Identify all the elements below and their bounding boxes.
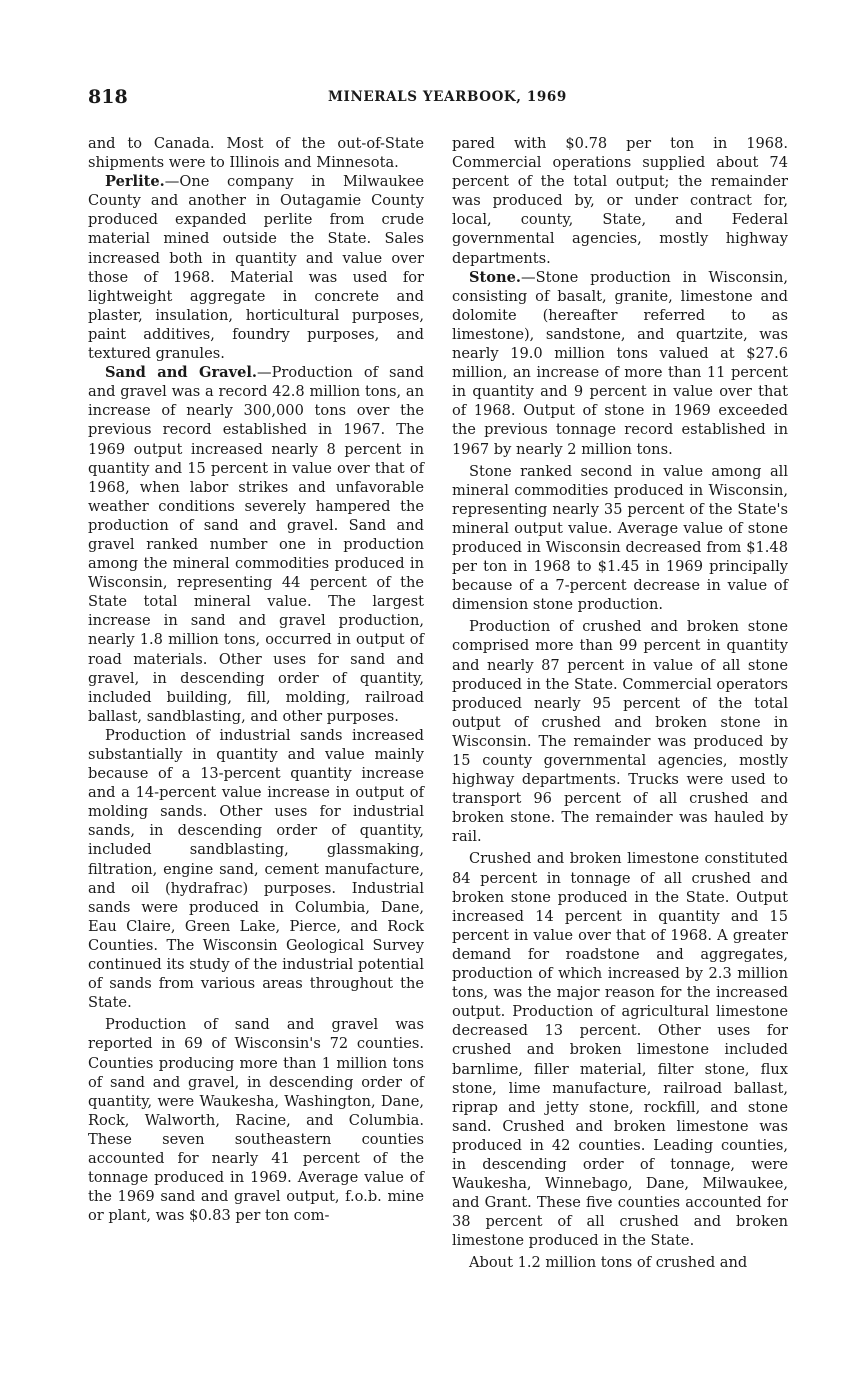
right-column	[452, 134, 788, 1273]
page-number: 818	[88, 86, 128, 108]
paragraph: Production of crushed and broken stone comprised more than 99 percent in quantity and nearly 87 percent in value of all stone produced in the State. Commercial operators produced nearly 95 percent of the total output of crushed and broken stone in Wisconsin. The remainder was produced by 15 county governmental agencies, mostly highway departments. Trucks were used to transport 96 percent of all crushed and broken stone. The remainder was hauled by rail.	[452, 618, 788, 846]
paragraph-perlite	[88, 172, 424, 363]
left-column	[88, 134, 424, 1225]
section-lead-sand-gravel: Sand and Gravel.	[105, 364, 258, 382]
page-header	[88, 86, 788, 110]
paragraph-text: —Stone production in Wisconsin, consisting of basalt, granite, limestone and dolomite (hereafter referred to as limestone), sandstone, and quartzite, was nearly 19.0 million tons valued at $27.6 million, an increase of more than 11 percent in quantity and 9 percent in value over that of 1968. Output of stone in 1969 exceeded the previous tonnage record established in 1967 by nearly 2 million tons.	[452, 268, 788, 458]
paragraph-sand-gravel	[88, 363, 424, 726]
running-head: MINERALS YEARBOOK, 1969	[328, 89, 567, 105]
paragraph: pared with $0.78 per ton in 1968. Commercial operations supplied about 74 percent of the total output; the remainder was produced by, or under contract for, local, county, State, and Federal governmental agencies, mostly highway departments.	[452, 135, 788, 267]
paragraph-text: —Production of sand and gravel was a record 42.8 million tons, an increase of nearly 300,000 tons over the previous record established in 1967. The 1969 output increased nearly 8 percent in quantity and 15 percent in value over that of 1968, when labor strikes and unfavorable weather conditions severely hampered the production of sand and gravel. Sand and gravel ranked number one in production among the mineral commodities produced in Wisconsin, representing 44 percent of the State total mineral value. The largest increase in sand and gravel production, nearly 1.8 million tons, occurred in output of road materials. Other uses for sand and gravel, in descending order of quantity, included building, fill, molding, railroad ballast, sandblasting, and other purposes.	[88, 364, 424, 725]
paragraph: and to Canada. Most of the out-of-State shipments were to Illinois and Minnesota.	[88, 135, 424, 172]
paragraph-stone	[452, 268, 788, 459]
paragraph: Stone ranked second in value among all mineral commodities produced in Wisconsin, representing nearly 35 percent of the State's mineral output value. Average value of stone produced in Wisconsin decreased from $1.48 per ton in 1968 to $1.45 in 1969 principally because of a 7-percent decrease in value of dimension stone production.	[452, 462, 788, 614]
paragraph: About 1.2 million tons of crushed and	[469, 1254, 748, 1272]
paragraph: Production of sand and gravel was reported in 69 of Wisconsin's 72 counties. Counties producing more than 1 million tons of sand and gravel, in descending order of quantity, were Waukesha, Washington, Dane, Rock, Walworth, Racine, and Columbia. These seven southeastern counties accounted for nearly 41 percent of the tonnage produced in 1969. Average value of the 1969 sand and gravel output, f.o.b. mine or plant, was $0.83 per ton com-	[88, 1016, 424, 1225]
paragraph: Crushed and broken limestone constituted 84 percent in tonnage of all crushed and broken stone produced in the State. Output increased 14 percent in quantity and 15 percent in value over that of 1968. A greater demand for roadstone and aggregates, production of which increased by 2.3 million tons, was the major reason for the increased output. Production of agricultural limestone decreased 13 percent. Other uses for crushed and broken limestone included barnlime, filler material, filter stone, flux stone, lime manufacture, railroad ballast, riprap and jetty stone, rockfill, and stone sand. Crushed and broken limestone was produced in 42 counties. Leading counties, in descending order of tonnage, were Waukesha, Winnebago, Dane, Milwaukee, and Grant. These five counties accounted for 38 percent of all crushed and broken limestone produced in the State.	[452, 850, 788, 1250]
section-lead-stone: Stone.	[469, 268, 521, 286]
paragraph-text: —One company in Milwaukee County and another in Outagamie County produced expanded perlite from crude material mined outside the State. Sales increased both in quantity and value over those of 1968. Material was used for lightweight aggregate in concrete and plaster, insulation, horticultural purposes, paint additives, foundry purposes, and textured granules.	[88, 173, 424, 363]
section-lead-perlite: Perlite.	[105, 173, 165, 191]
paragraph: Production of industrial sands increased substantially in quantity and value mainly because of a 13-percent quantity increase and a 14-percent value increase in output of molding sands. Other uses for industrial sands, in descending order of quantity, included sandblasting, glassmaking, filtration, engine sand, cement manufacture, and oil (hydrafrac) purposes. Industrial sands were produced in Columbia, Dane, Eau Claire, Green Lake, Pierce, and Rock Counties. The Wisconsin Geological Survey continued its study of the industrial potential of sands from various areas throughout the State.	[88, 726, 424, 1012]
